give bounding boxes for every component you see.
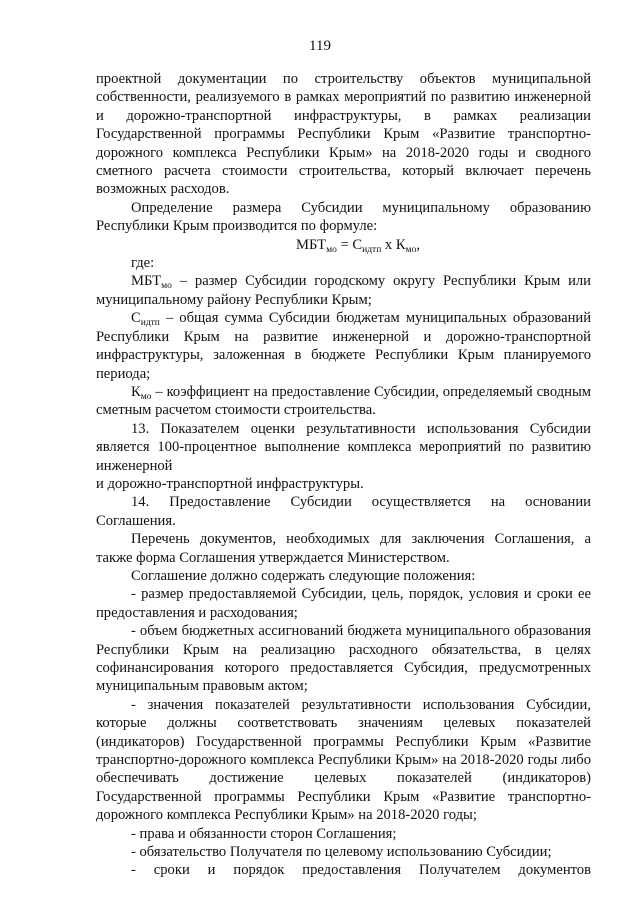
definition-k xyxy=(96,383,591,420)
formula-multiply: х xyxy=(381,236,396,253)
formula-end: , xyxy=(416,236,421,253)
formula-k-subscript: мо xyxy=(405,244,417,255)
definition-mbt-subscript: мо xyxy=(161,281,172,292)
definition-mbt-symbol: МБТ xyxy=(131,273,162,290)
paragraph-subsidy-size-definition: Определение размера Субсидии муниципальному образованию Республики Крым производится по формуле: xyxy=(96,199,591,235)
page-number: 119 xyxy=(309,38,331,54)
paragraph-project-documentation: проектной документации по строительству объектов муниципальной собственности, реализуемого в рамках мероприятий по развитию инженерной и дорожно-транспортной инфраструктуры, в рамках реализации Государственной программы Республики Крым «Развитие транспортно-дорожного комплекса Республики Крым» на 2018-2020 годы и сводного сметного расчета стоимости строительства, который включает перечень возможных расходов. xyxy=(96,71,591,198)
definition-c-text: – общая сумма Субсидии бюджетам муниципальных образований Республики Крым на развитие инженерной и дорожно-транспортной инфраструктуры, заложенная в бюджете Республики Крым планируемого периода; xyxy=(96,310,591,382)
definition-mbt-text: – размер Субсидии городскому округу Республики Крым или муниципальному району Республики Крым; xyxy=(96,273,591,308)
definition-c-subscript: идтп xyxy=(140,318,160,329)
definition-c-symbol: С xyxy=(131,310,141,327)
list-item: - значения показателей результативности использования Субсидии, которые должны соответствовать значениям целевых показателей (индикаторов) Государственной программы Республики Крым «Развитие транспортно-дорожного комплекса Республики Крым» на 2018-2020 годы либо обеспечивать достижение целевых показателей (индикаторов) Государственной программы Республики Крым «Развитие транспортно-дорожного комплекса Республики Крым» на 2018-2020 годы; xyxy=(96,696,591,824)
document-body xyxy=(96,70,591,880)
formula-k: К xyxy=(395,236,406,253)
paragraph-13: 13. Показателем оценки результативности использования Субсидии является 100-процентное выполнение комплекса мероприятий по развитию инженерной xyxy=(96,420,591,474)
formula-c-subscript: идтп xyxy=(362,244,382,255)
definition-c xyxy=(96,309,591,383)
subsidy-formula xyxy=(96,236,591,254)
definition-k-symbol: К xyxy=(131,383,141,400)
definition-k-text: – коэффициент на предоставление Субсидии, определяемый сводным сметным расчетом стоимости строительства. xyxy=(96,383,591,419)
list-item: - права и обязанности сторон Соглашения; xyxy=(131,825,397,842)
where-label: где: xyxy=(131,255,155,272)
formula-mbt: МБТ xyxy=(296,236,327,253)
list-item: - сроки и порядок предоставления Получателем документов xyxy=(131,862,591,879)
formula-c: С xyxy=(352,236,363,253)
paragraph-14: 14. Предоставление Субсидии осуществляется на основании Соглашения. xyxy=(96,494,591,529)
paragraph-agreement-provisions: Соглашение должно содержать следующие положения: xyxy=(131,567,476,584)
definition-k-subscript: мо xyxy=(140,391,152,402)
paragraph-13-continuation: и дорожно-транспортной инфраструктуры. xyxy=(96,475,364,492)
formula-mbt-subscript: мо xyxy=(326,244,337,255)
definition-mbt xyxy=(96,272,591,309)
list-item: - размер предоставляемой Субсидии, цель, порядок, условия и сроки ее предоставления и расходования; xyxy=(96,586,591,621)
list-item: - обязательство Получателя по целевому использованию Субсидии; xyxy=(131,844,552,861)
list-item: - объем бюджетных ассигнований бюджета муниципального образования Республики Крым на реализацию расходного обязательства, в целях софинансирования которого предоставляется Субсидия, предусмотренных муниципальным правовым актом; xyxy=(96,623,591,695)
paragraph-documents-list: Перечень документов, необходимых для заключения Соглашения, а также форма Соглашения утверждается Министерством. xyxy=(96,531,591,566)
formula-equals: = xyxy=(336,236,353,253)
